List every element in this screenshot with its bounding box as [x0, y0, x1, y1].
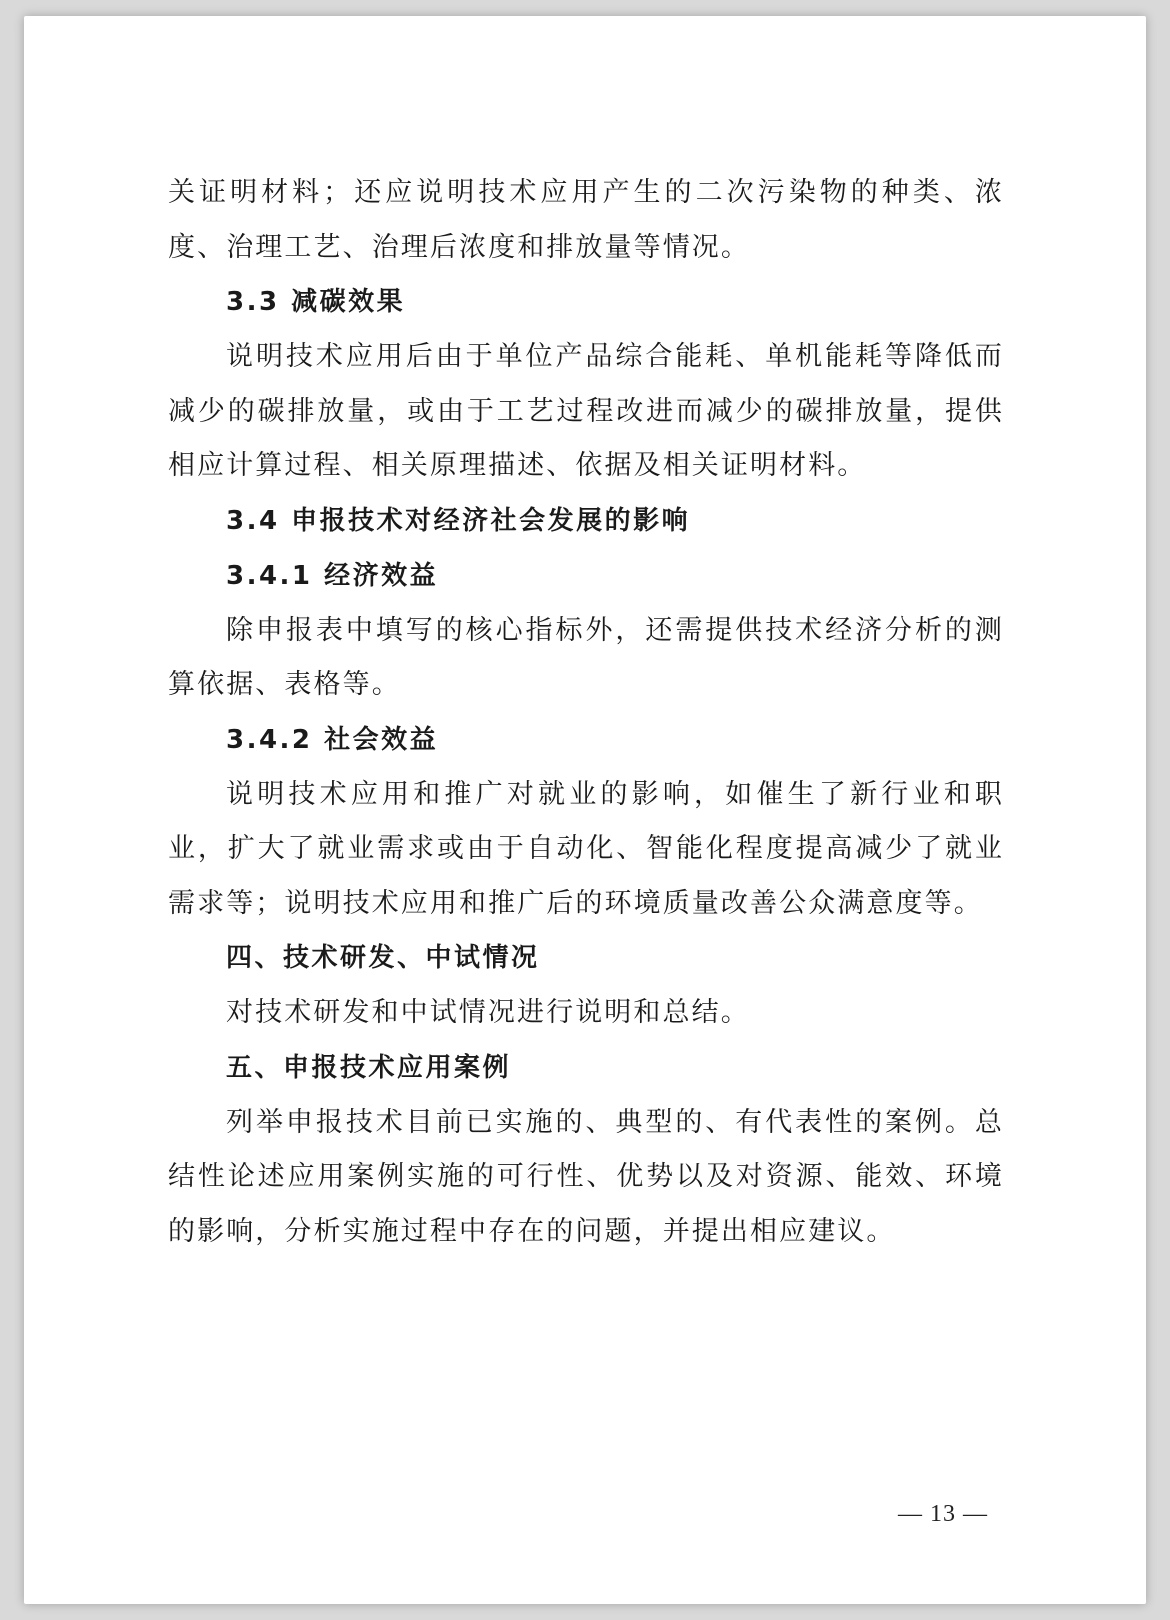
paragraph-economic-benefit: 除申报表中填写的核心指标外，还需提供技术经济分析的测算依据、表格等。	[168, 614, 1004, 700]
document-body	[168, 166, 1004, 1259]
paragraph-rnd-pilot: 对技术研发和中试情况进行说明和总结。	[226, 997, 750, 1028]
page-number: — 13 —	[898, 1501, 988, 1527]
paragraph-social-benefit: 说明技术应用和推广对就业的影响，如催生了新行业和职业，扩大了就业需求或由于自动化、智能化程度提高减少了就业需求等；说明技术应用和推广后的环境质量改善公众满意度等。	[168, 778, 1004, 919]
heading-3-3: 3.3 减碳效果	[226, 287, 406, 317]
paragraph-carbon-reduction: 说明技术应用后由于单位产品综合能耗、单机能耗等降低而减少的碳排放量，或由于工艺过程改进而减少的碳排放量，提供相应计算过程、相关原理描述、依据及相关证明材料。	[168, 341, 1004, 481]
heading-3-4-1: 3.4.1 经济效益	[226, 560, 439, 591]
heading-3-4-2: 3.4.2 社会效益	[226, 724, 439, 755]
document-page	[24, 16, 1146, 1604]
heading-3-4: 3.4 申报技术对经济社会发展的影响	[226, 505, 691, 536]
heading-section-5: 五、申报技术应用案例	[226, 1052, 512, 1083]
heading-section-4: 四、技术研发、中试情况	[226, 943, 540, 973]
paragraph-secondary-pollutants: 关证明材料；还应说明技术应用产生的二次污染物的种类、浓度、治理工艺、治理后浓度和排放量等情况。	[168, 177, 1004, 263]
paragraph-application-cases: 列举申报技术目前已实施的、典型的、有代表性的案例。总结性论述应用案例实施的可行性、优势以及对资源、能效、环境的影响，分析实施过程中存在的问题，并提出相应建议。	[168, 1106, 1004, 1247]
